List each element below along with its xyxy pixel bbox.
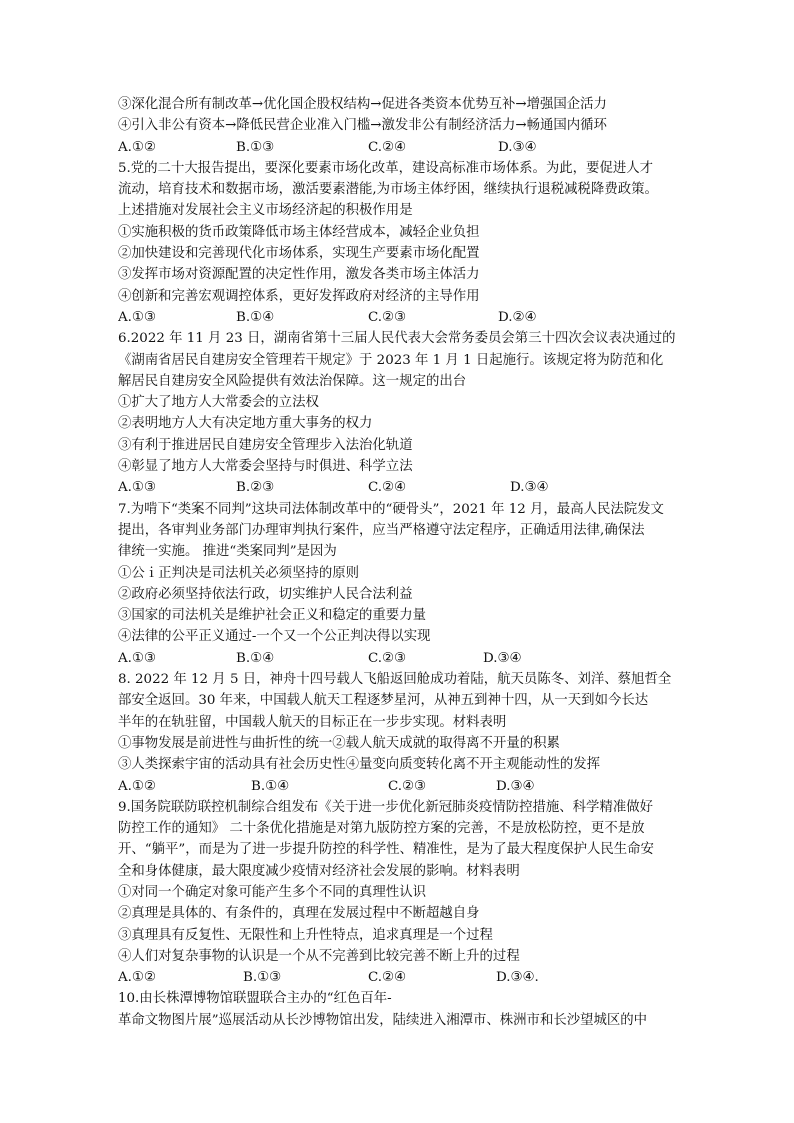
q5-stem-2: 流动，培育技术和数据市场，激活要素潜能,为市场主体纾困，继续执行退税减税降费政策。	[118, 182, 658, 198]
q7-stem-3: 律统一实施。 推进“类案同判”是因为	[118, 544, 337, 560]
q7-option-c: C.②③	[368, 650, 407, 666]
q6-options	[118, 477, 684, 498]
q9-options	[118, 967, 684, 988]
q8-option-d: D.③④	[496, 778, 535, 794]
q5-option-d: D.②④	[498, 309, 537, 325]
q9-stem-4: 全和身体健康，最大限度减少疫情对经济社会发展的影响。材料表明	[118, 863, 520, 879]
q5-option-b: B.①④	[236, 309, 275, 325]
q7-statement-2: ②政府必须坚持依法行政，切实维护人民合法利益	[118, 586, 413, 602]
q5-options	[118, 307, 684, 328]
q10-stem-1: 10.由长株潭博物馆联盟联合主办的“红色百年-	[118, 991, 392, 1007]
q6-statement-4: ④彰显了地方人大常委会坚持与时俱进、科学立法	[118, 459, 413, 475]
q8-stem-2: 部安全返回。30 年来，中国载人航天工程逐梦星河，从神五到神十四，从一天到如今长达	[118, 693, 649, 709]
q7-statement-3: ③国家的司法机关是维护社会正义和稳定的重要力量	[118, 608, 426, 624]
q7-statement-1: ①公ｉ正判决是司法机关必须坚持的原则	[118, 565, 360, 581]
q6-option-b: B.②③	[236, 480, 275, 496]
q6-option-c: C.②④	[368, 480, 407, 496]
q10-stem-2: 革命文物图片展”巡展活动从长沙博物馆出发，陆续进入湘潭市、株洲市和长沙望城区的中	[118, 1012, 648, 1028]
q9-statement-3: ③真理具有反复性、无限性和上升性特点，追求真理是一个过程	[118, 927, 493, 943]
q6-option-a: A.①③	[118, 480, 156, 496]
q5-statement-4: ④创新和完善宏观调控体系，更好发挥政府对经济的主导作用	[118, 288, 480, 304]
q6-option-d: D.③④	[510, 480, 549, 496]
q8-statement-3-4: ③人类探索宇宙的活动具有社会历史性④量变向质变转化离不开主观能动性的发挥	[118, 757, 601, 773]
q9-option-d: D.③④.	[496, 970, 539, 986]
q7-option-a: A.①③	[118, 650, 156, 666]
q9-statement-1: ①对同一个确定对象可能产生多个不同的真理性认识	[118, 884, 426, 900]
q5-statement-3: ③发挥市场对资源配置的决定性作用，激发各类市场主体活力	[118, 267, 480, 283]
q9-statement-4: ④人们对复杂事物的认识是一个从不完善到比较完善不断上升的过程	[118, 948, 520, 964]
q7-stem-2: 提出，各审判业务部门办理审判执行案件，应当严格遵守法定程序，正确适用法律,确保法	[118, 522, 645, 538]
q4-option-b: B.①③	[236, 139, 275, 155]
q5-stem-1: 5.党的二十大报告提出，要深化要素市场化改革，建设高标准市场体系。为此，要促进人才	[118, 160, 654, 176]
q5-option-c: C.②③	[368, 309, 407, 325]
exam-page	[118, 94, 684, 1031]
q7-stem-1: 7.为啃下“类案不同判”这块司法体制改革中的“硬骨头”，2021 年 12 月，最高人民法院发文	[118, 501, 664, 517]
q5-statement-1: ①实施积极的货币政策降低市场主体经营成本，减轻企业负担	[118, 224, 480, 240]
q9-option-b: B.①③	[243, 970, 282, 986]
q9-statement-2: ②真理是具体的、有条件的，真理在发展过程中不断超越自身	[118, 906, 480, 922]
q4-option-c: C.②④	[368, 139, 407, 155]
q4-statement-4: ④引入非公有资本→降低民营企业准入门槛→激发非公有制经济活力→畅通国内循环	[118, 118, 607, 134]
q6-stem-1: 6.2022 年 11 月 23 日，湖南省第十三届人民代表大会常务委员会第三十四次会议表决通过的	[118, 331, 676, 347]
q9-option-c: C.②④	[368, 970, 407, 986]
q8-option-b: B.①④	[251, 778, 290, 794]
q7-statement-4: ④法律的公平正义通过-一个又一个公正判决得以实现	[118, 629, 431, 645]
q9-stem-2: 防控工作的通知》 二十条优化措施是对第九版防控方案的完善，不是放松防控，更不是放	[118, 821, 645, 837]
q8-stem-1: 8. 2022 年 12 月 5 日，神舟十四号载人飞船返回舱成功着陆，航天员陈冬、刘洋、蔡旭哲全	[118, 672, 672, 688]
q5-stem-3: 上述措施对发展社会主义市场经济起的积极作用是	[118, 203, 413, 219]
q9-stem-1: 9.国务院联防联控机制综合组发布《关于进一步优化新冠肺炎疫情防控措施、科学精准做好	[118, 799, 654, 815]
q4-option-a: A.①②	[118, 139, 156, 155]
q4-option-d: D.③④	[498, 139, 537, 155]
q6-statement-1: ①扩大了地方人大常委会的立法权	[118, 395, 319, 411]
q7-option-b: B.①④	[236, 650, 275, 666]
q9-option-a: A.①②	[118, 970, 156, 986]
q6-statement-2: ②表明地方人大有决定地方重大事务的权力	[118, 416, 373, 432]
q4-options	[118, 137, 684, 158]
q9-stem-3: 开、“躺平”，而是为了进一步提升防控的科学性、精准性，是为了最大程度保护人民生命安	[118, 842, 654, 858]
q4-statement-3: ③深化混合所有制改革→优化国企股权结构→促进各类资本优势互补→增强国企活力	[118, 97, 607, 112]
q6-stem-3: 解居民自建房安全风险提供有效法治保障。这一规定的出台	[118, 373, 467, 389]
q5-option-a: A.①③	[118, 309, 156, 325]
q8-options	[118, 776, 684, 797]
q8-statement-1-2: ①事物发展是前进性与曲折性的统一②载人航天成就的取得离不开量的积累	[118, 735, 560, 751]
q7-options	[118, 648, 684, 669]
q8-option-c: C.②③	[388, 778, 427, 794]
q5-statement-2: ②加快建设和完善现代化市场体系，实现生产要素市场化配置	[118, 246, 480, 262]
q7-option-d: D.③④	[483, 650, 522, 666]
q8-stem-3: 半年的在轨驻留，中国载人航天的目标正在一步步实现。材料表明	[118, 714, 507, 730]
q8-option-a: A.①②	[118, 778, 156, 794]
q6-statement-3: ③有利于推进居民自建房安全管理步入法治化轨道	[118, 437, 413, 453]
q6-stem-2: 《湖南省居民自建房安全管理若干规定》于 2023 年 1 月 1 日起施行。该规定将为防范和化	[118, 352, 664, 368]
